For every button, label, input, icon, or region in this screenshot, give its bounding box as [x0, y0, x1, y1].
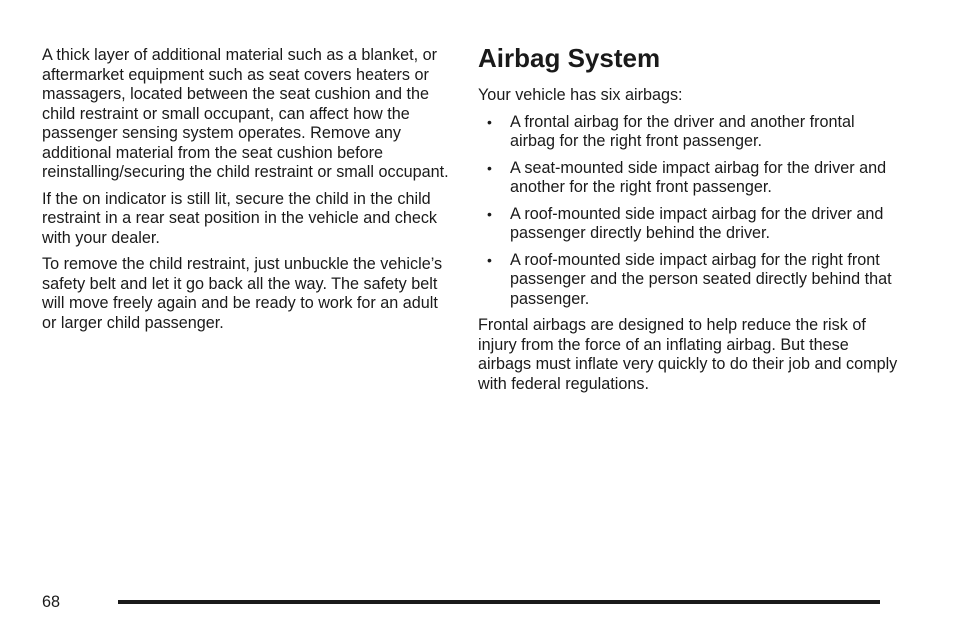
- airbag-list: [478, 113, 898, 310]
- list-item: [478, 205, 898, 244]
- list-item-text: A roof-mounted side impact airbag for the driver and passenger directly behind the driver.: [510, 204, 884, 242]
- list-item-text: A roof-mounted side impact airbag for the right front passenger and the person seated directly behind that passenger.: [510, 250, 892, 308]
- right-column: [478, 42, 898, 401]
- list-item-text: A seat-mounted side impact airbag for the driver and another for the right front passenger.: [510, 158, 887, 196]
- intro-paragraph: Your vehicle has six airbags:: [478, 86, 683, 104]
- list-item: [478, 251, 898, 310]
- footer-rule: [118, 600, 880, 604]
- left-column: [42, 46, 452, 340]
- section-heading: Airbag System: [478, 43, 661, 73]
- list-item-text: A frontal airbag for the driver and another frontal airbag for the right front passenger.: [510, 112, 855, 150]
- page-number: 68: [42, 593, 61, 611]
- bullet-icon: •: [487, 205, 492, 222]
- closing-paragraph: Frontal airbags are designed to help reduce the risk of injury from the force of an inflating airbag. But these airbags must inflate very quickly to do their job and comply with federal regulations.: [478, 316, 898, 393]
- bullet-icon: •: [487, 251, 492, 268]
- list-item: [478, 113, 898, 152]
- paragraph-remove-restraint: To remove the child restraint, just unbuckle the vehicle’s safety belt and let it go back all the way. The safety belt will move freely again and be ready to work for an adult or larger child passenger.: [42, 255, 443, 332]
- bullet-icon: •: [487, 113, 492, 130]
- bullet-icon: •: [487, 159, 492, 176]
- paragraph-indicator-lit: If the on indicator is still lit, secure the child in the child restraint in a rear seat position in the vehicle and check with your dealer.: [42, 189, 438, 247]
- list-item: [478, 159, 898, 198]
- paragraph-additional-material: A thick layer of additional material such as a blanket, or aftermarket equipment such as seat covers heaters or massagers, located between the seat cushion and the child restraint or small occupant, can affect how the passenger sensing system operates. Remove any additional material from the seat cushion before reinstalling/securing the child restraint or small occupant.: [42, 46, 449, 181]
